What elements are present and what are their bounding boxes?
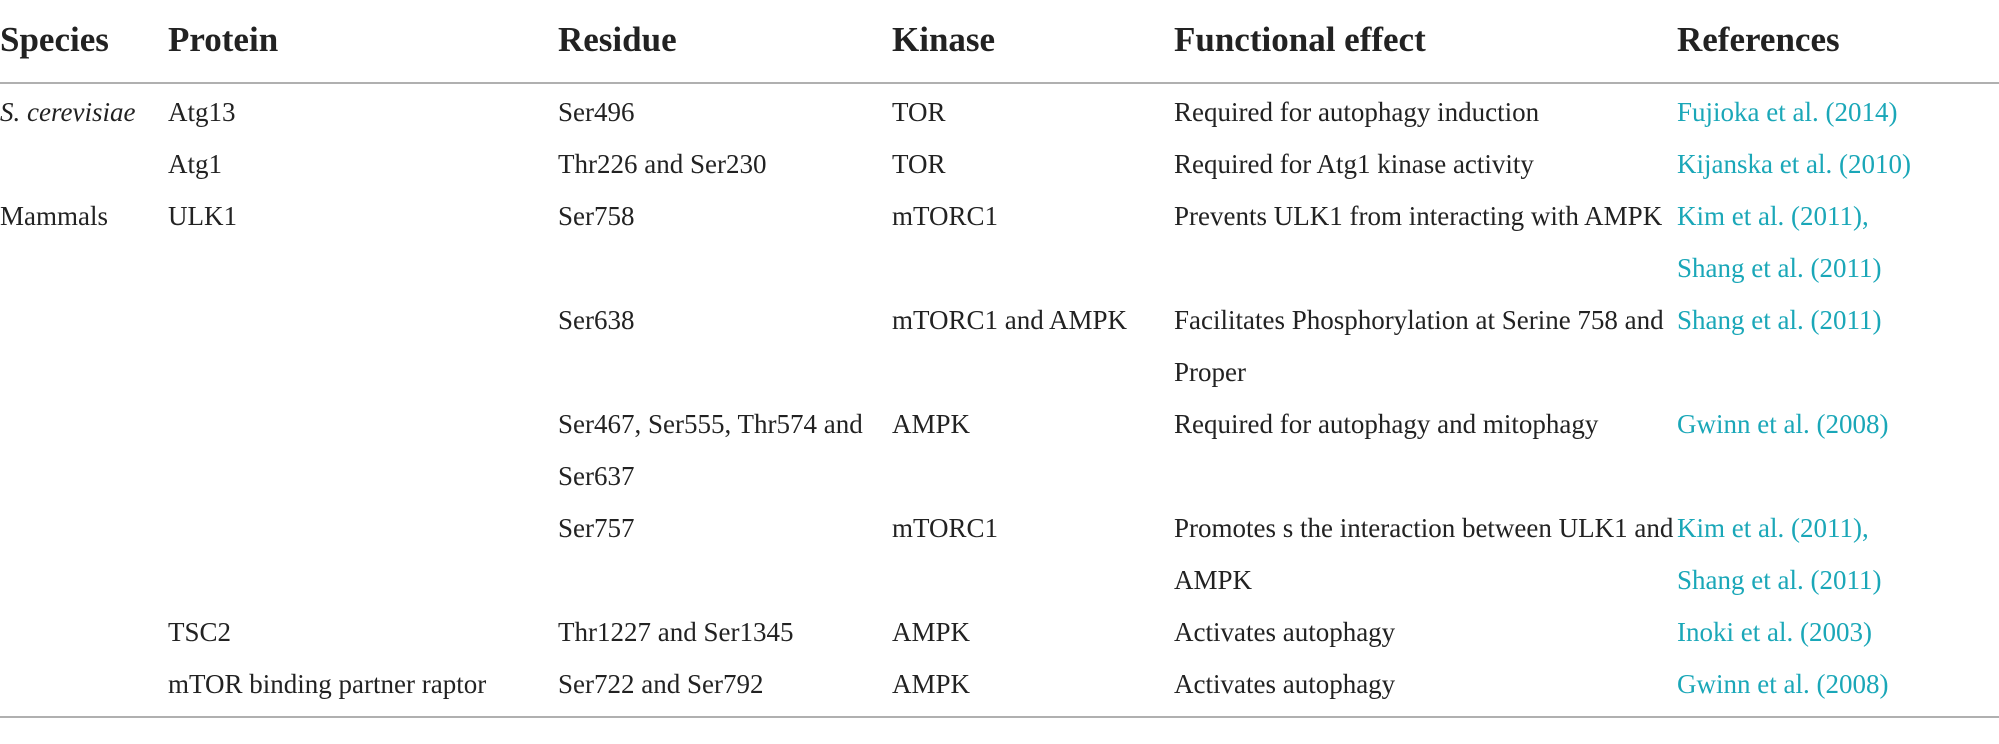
residue-cell: Ser467, Ser555, Thr574 and Ser637 <box>558 409 863 491</box>
header-species: Species <box>0 0 168 83</box>
reference-link[interactable]: Kim et al. (2011), <box>1677 201 1869 231</box>
functional-effect-cell: Promotes s the interaction between ULK1 and AMPK <box>1174 513 1674 595</box>
species-cell <box>0 398 168 502</box>
table-body <box>0 83 1999 717</box>
functional-effect-cell: Required for autophagy induction <box>1174 97 1540 127</box>
species-cell <box>0 138 168 190</box>
kinase-cell: mTORC1 <box>892 513 999 543</box>
protein-cell <box>168 294 558 398</box>
functional-effect-cell: Required for autophagy and mitophagy <box>1174 409 1599 439</box>
table-row <box>0 502 1999 606</box>
table-header <box>0 0 1999 83</box>
protein-cell: ULK1 <box>168 201 237 231</box>
references-cell <box>1677 502 1999 606</box>
reference-link[interactable]: Gwinn et al. (2008) <box>1677 669 1889 699</box>
functional-effect-cell: Activates autophagy <box>1174 617 1396 647</box>
species-cell <box>0 294 168 398</box>
table-row <box>0 190 1999 294</box>
protein-cell <box>168 398 558 502</box>
residue-cell: Ser757 <box>558 513 635 543</box>
header-row <box>0 0 1999 83</box>
protein-cell: Atg1 <box>168 149 222 179</box>
residue-cell: Thr1227 and Ser1345 <box>558 617 794 647</box>
references-cell <box>1677 138 1999 190</box>
table-row <box>0 138 1999 190</box>
functional-effect-cell: Activates autophagy <box>1174 658 1677 717</box>
kinase-cell: AMPK <box>892 409 971 439</box>
table-row <box>0 398 1999 502</box>
references-cell <box>1677 658 1999 717</box>
protein-cell <box>168 502 558 606</box>
reference-link[interactable]: Fujioka et al. (2014) <box>1677 97 1898 127</box>
species-cell <box>0 502 168 606</box>
header-residue: Residue <box>558 0 892 83</box>
kinase-cell: mTORC1 and AMPK <box>892 305 1128 335</box>
header-protein: Protein <box>168 0 558 83</box>
table-row <box>0 606 1999 658</box>
kinase-cell: mTORC1 <box>892 201 999 231</box>
protein-cell: TSC2 <box>168 617 232 647</box>
reference-link[interactable]: Kim et al. (2011), <box>1677 513 1869 543</box>
kinase-cell: AMPK <box>892 617 971 647</box>
kinase-cell: AMPK <box>892 658 1174 717</box>
species-cell <box>0 606 168 658</box>
header-kinase: Kinase <box>892 0 1174 83</box>
residue-cell: Ser496 <box>558 97 635 127</box>
functional-effect-cell: Prevents ULK1 from interacting with AMPK <box>1174 201 1663 231</box>
functional-effect-cell: Facilitates Phosphorylation at Serine 758 and Proper <box>1174 305 1664 387</box>
residue-cell: Thr226 and Ser230 <box>558 149 767 179</box>
table-row <box>0 294 1999 398</box>
functional-effect-cell: Required for Atg1 kinase activity <box>1174 149 1534 179</box>
references-cell <box>1677 294 1999 398</box>
protein-cell: mTOR binding partner raptor <box>168 658 558 717</box>
references-cell <box>1677 606 1999 658</box>
kinase-cell: TOR <box>892 149 946 179</box>
species-cell <box>0 658 168 717</box>
reference-link[interactable]: Inoki et al. (2003) <box>1677 617 1872 647</box>
reference-link[interactable]: Kijanska et al. (2010) <box>1677 149 1911 179</box>
header-functional-effect: Functional effect <box>1174 0 1677 83</box>
table-row <box>0 658 1999 717</box>
residue-cell: Ser722 and Ser792 <box>558 658 892 717</box>
protein-cell: Atg13 <box>168 97 236 127</box>
reference-link[interactable]: Gwinn et al. (2008) <box>1677 409 1889 439</box>
references-cell <box>1677 398 1999 502</box>
references-cell <box>1677 190 1999 294</box>
residue-cell: Ser638 <box>558 305 635 335</box>
reference-link[interactable]: Shang et al. (2011) <box>1677 565 1882 595</box>
table-row <box>0 83 1999 138</box>
references-cell <box>1677 83 1999 138</box>
species-cell: S. cerevisiae <box>0 97 136 127</box>
species-cell: Mammals <box>0 201 108 231</box>
reference-link[interactable]: Shang et al. (2011) <box>1677 253 1882 283</box>
residue-cell: Ser758 <box>558 201 635 231</box>
header-references: References <box>1677 0 1999 83</box>
reference-link[interactable]: Shang et al. (2011) <box>1677 305 1882 335</box>
kinase-cell: TOR <box>892 97 946 127</box>
